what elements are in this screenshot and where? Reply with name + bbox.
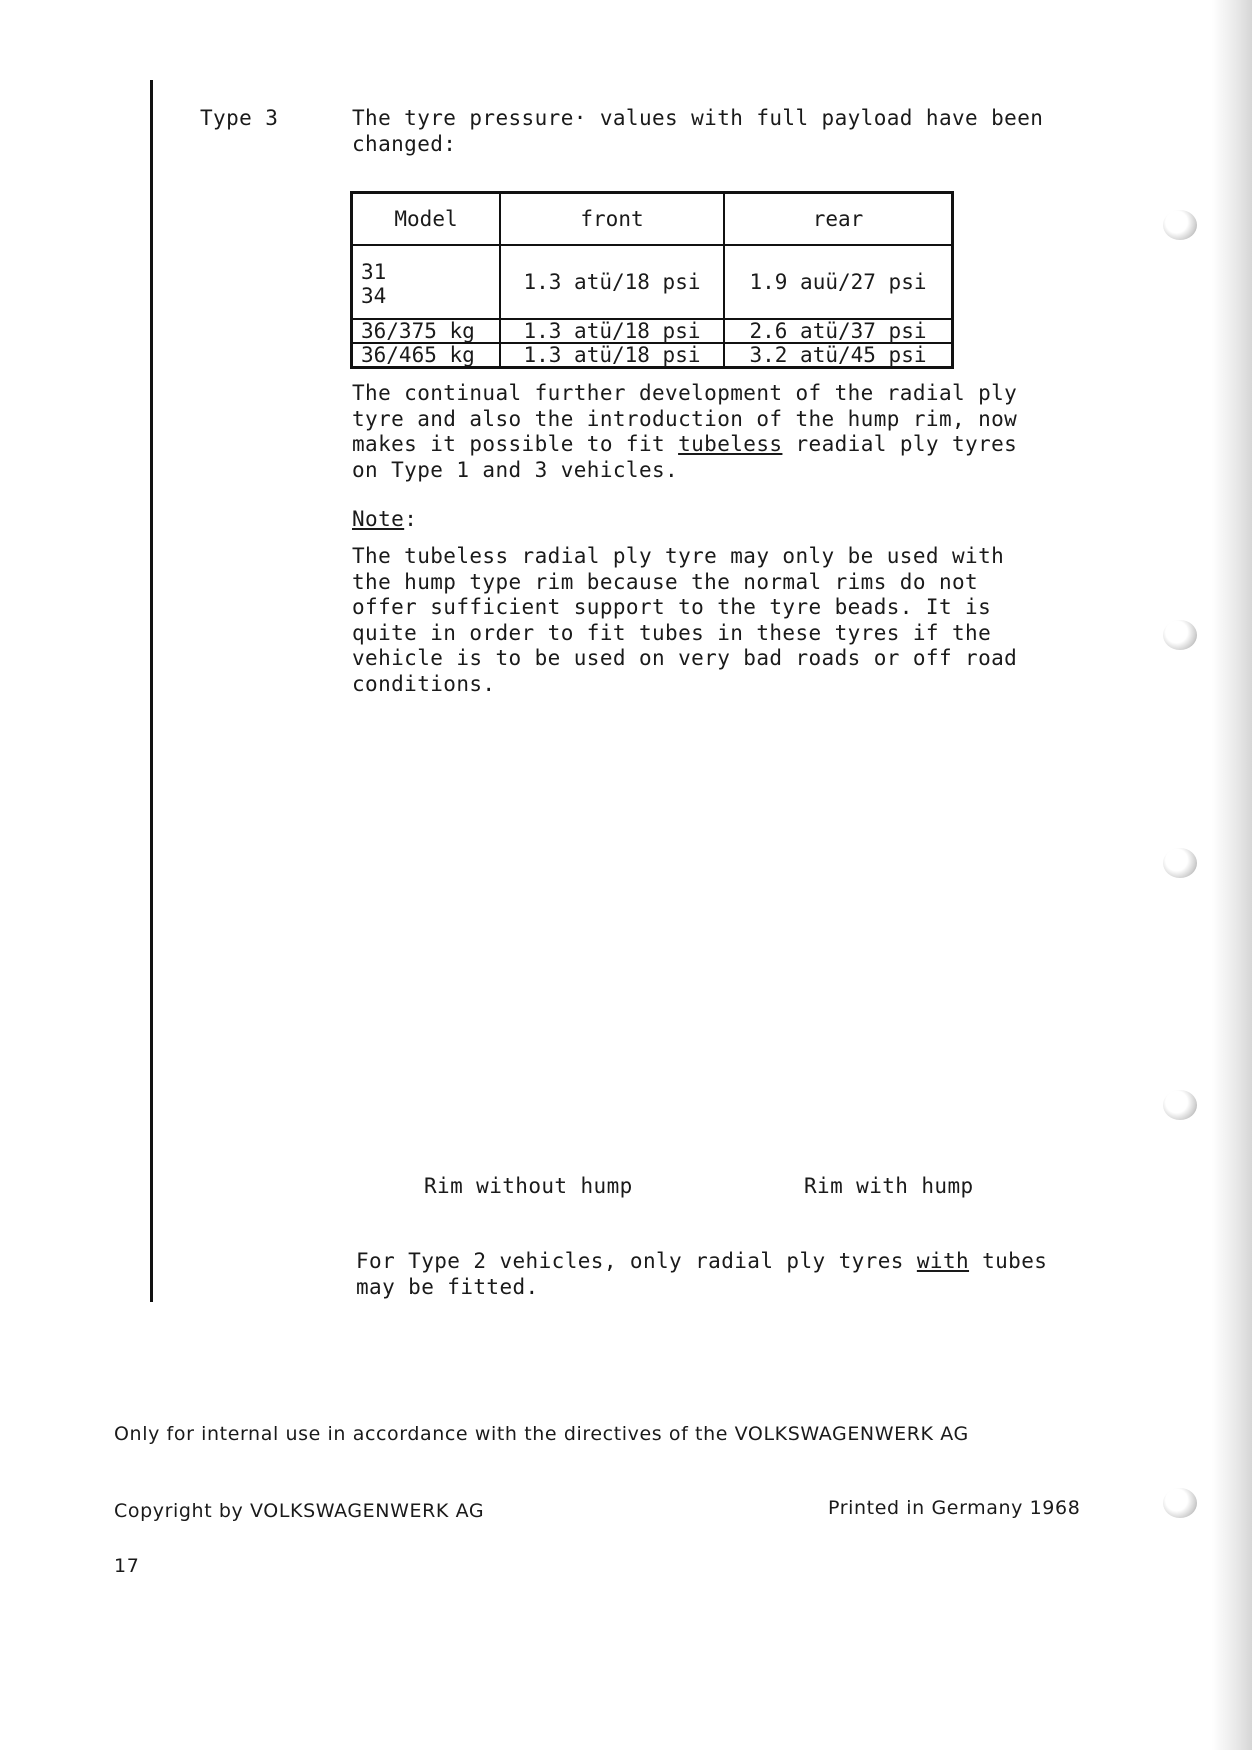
header-rear: rear [724, 193, 953, 246]
note-text: The tubeless radial ply tyre may only be used with the hump type rim because the normal rims do not offer sufficient support to the tyre beads. It is quite in order to fit tubes in these tyres if the vehicle is to be used on very bad roads or off road conditions. [352, 544, 1018, 696]
note-label: Note [352, 507, 405, 531]
cell-front: 1.3 atü/18 psi [500, 245, 724, 319]
footer-internal-use: Only for internal use in accordance with the directives of the VOLKSWAGENWERK AG [114, 1423, 969, 1445]
page-edge-shadow [1212, 0, 1252, 1750]
cell-model: 36/375 kg [352, 319, 501, 343]
punch-hole [1163, 210, 1197, 240]
footer-printed: Printed in Germany 1968 [828, 1497, 1081, 1519]
cell-front: 1.3 atü/18 psi [500, 319, 724, 343]
punch-hole [1163, 1090, 1197, 1120]
section-intro: The tyre pressure· values with full payload have been changed: [352, 106, 1044, 156]
punch-hole [1163, 848, 1197, 878]
paragraph-text: The continual further development of the radial ply tyre and also the introduction of the hump rim, now makes it possible to fit [352, 381, 1018, 456]
cell-rear: 3.2 atü/45 psi [724, 343, 953, 368]
cell-model: 36/465 kg [352, 343, 501, 368]
table-row [352, 319, 953, 343]
cell-rear: 2.6 atü/37 psi [724, 319, 953, 343]
paragraph-hump-rim [352, 381, 1017, 483]
page-number: 17 [114, 1555, 140, 1577]
footer-copyright: Copyright by VOLKSWAGENWERK AG [114, 1500, 485, 1522]
note-heading [352, 507, 417, 533]
note-colon: : [404, 507, 418, 531]
table-header-row [352, 193, 953, 246]
header-front: front [500, 193, 724, 246]
punch-hole [1163, 1488, 1197, 1518]
paragraph-text: For Type 2 vehicles, only radial ply tyres [356, 1249, 917, 1273]
paragraph-type2 [356, 1249, 1047, 1300]
cell-model: 31 34 [352, 245, 501, 319]
tyre-pressure-table [350, 191, 954, 369]
table-row [352, 245, 953, 319]
cell-front: 1.3 atü/18 psi [500, 343, 724, 368]
paragraph-text: tubes may be fitted. [356, 1249, 1048, 1299]
caption-rim-without-hump: Rim without hump [424, 1174, 633, 1198]
underlined-term: with [916, 1249, 970, 1273]
paragraph-text: readial ply tyres on Type 1 and 3 vehicles. [352, 432, 1018, 482]
header-model: Model [352, 193, 501, 246]
margin-change-bar [150, 80, 153, 1302]
cell-rear: 1.9 auü/27 psi [724, 245, 953, 319]
section-type-label: Type 3 [200, 106, 279, 130]
table-row [352, 343, 953, 368]
punch-hole [1163, 620, 1197, 650]
underlined-term: tubeless [678, 432, 783, 456]
caption-rim-with-hump: Rim with hump [804, 1174, 974, 1198]
